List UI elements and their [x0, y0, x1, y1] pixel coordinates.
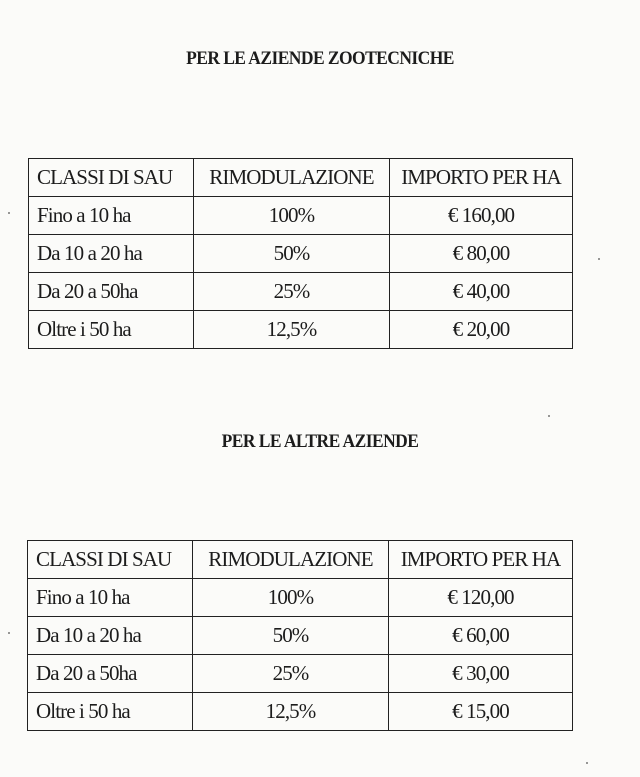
table-row [29, 273, 573, 311]
section-title-zootecniche: PER LE AZIENDE ZOOTECNICHE [186, 48, 454, 69]
cell-rimodulazione: 25% [193, 655, 389, 693]
cell-importo: € 40,00 [390, 273, 573, 311]
cell-classe: Da 20 a 50ha [29, 273, 194, 311]
header-classi-sau: CLASSI DI SAU [28, 541, 193, 579]
cell-importo: € 20,00 [390, 311, 573, 349]
cell-importo: € 60,00 [389, 617, 573, 655]
table-row [29, 197, 573, 235]
cell-importo: € 30,00 [389, 655, 573, 693]
cell-classe: Da 10 a 20 ha [29, 235, 194, 273]
scan-speck [586, 762, 588, 764]
cell-classe: Da 10 a 20 ha [28, 617, 193, 655]
cell-rimodulazione: 50% [193, 617, 389, 655]
table-header-row [29, 159, 573, 197]
cell-rimodulazione: 12,5% [194, 311, 390, 349]
cell-rimodulazione: 50% [194, 235, 390, 273]
table-altre-aziende [27, 540, 573, 731]
cell-importo: € 120,00 [389, 579, 573, 617]
cell-classe: Fino a 10 ha [28, 579, 193, 617]
table-row [28, 655, 573, 693]
cell-importo: € 160,00 [390, 197, 573, 235]
table-header-row [28, 541, 573, 579]
cell-importo: € 80,00 [390, 235, 573, 273]
header-classi-sau: CLASSI DI SAU [29, 159, 194, 197]
scan-speck [548, 415, 550, 417]
header-importo: IMPORTO PER HA [389, 541, 573, 579]
cell-classe: Fino a 10 ha [29, 197, 194, 235]
table-zootecniche [28, 158, 573, 349]
table-row [29, 311, 573, 349]
scan-speck [8, 632, 10, 634]
cell-rimodulazione: 100% [194, 197, 390, 235]
table-row [28, 579, 573, 617]
cell-classe: Oltre i 50 ha [28, 693, 193, 731]
cell-rimodulazione: 100% [193, 579, 389, 617]
cell-classe: Da 20 a 50ha [28, 655, 193, 693]
cell-rimodulazione: 25% [194, 273, 390, 311]
scan-speck [8, 212, 10, 214]
header-importo: IMPORTO PER HA [390, 159, 573, 197]
section-title-altre-aziende: PER LE ALTRE AZIENDE [221, 431, 419, 452]
cell-importo: € 15,00 [389, 693, 573, 731]
header-rimodulazione: RIMODULAZIONE [194, 159, 390, 197]
header-rimodulazione: RIMODULAZIONE [193, 541, 389, 579]
scan-speck [598, 258, 600, 260]
cell-rimodulazione: 12,5% [193, 693, 389, 731]
table-row [28, 617, 573, 655]
table-row [28, 693, 573, 731]
cell-classe: Oltre i 50 ha [29, 311, 194, 349]
table-row [29, 235, 573, 273]
